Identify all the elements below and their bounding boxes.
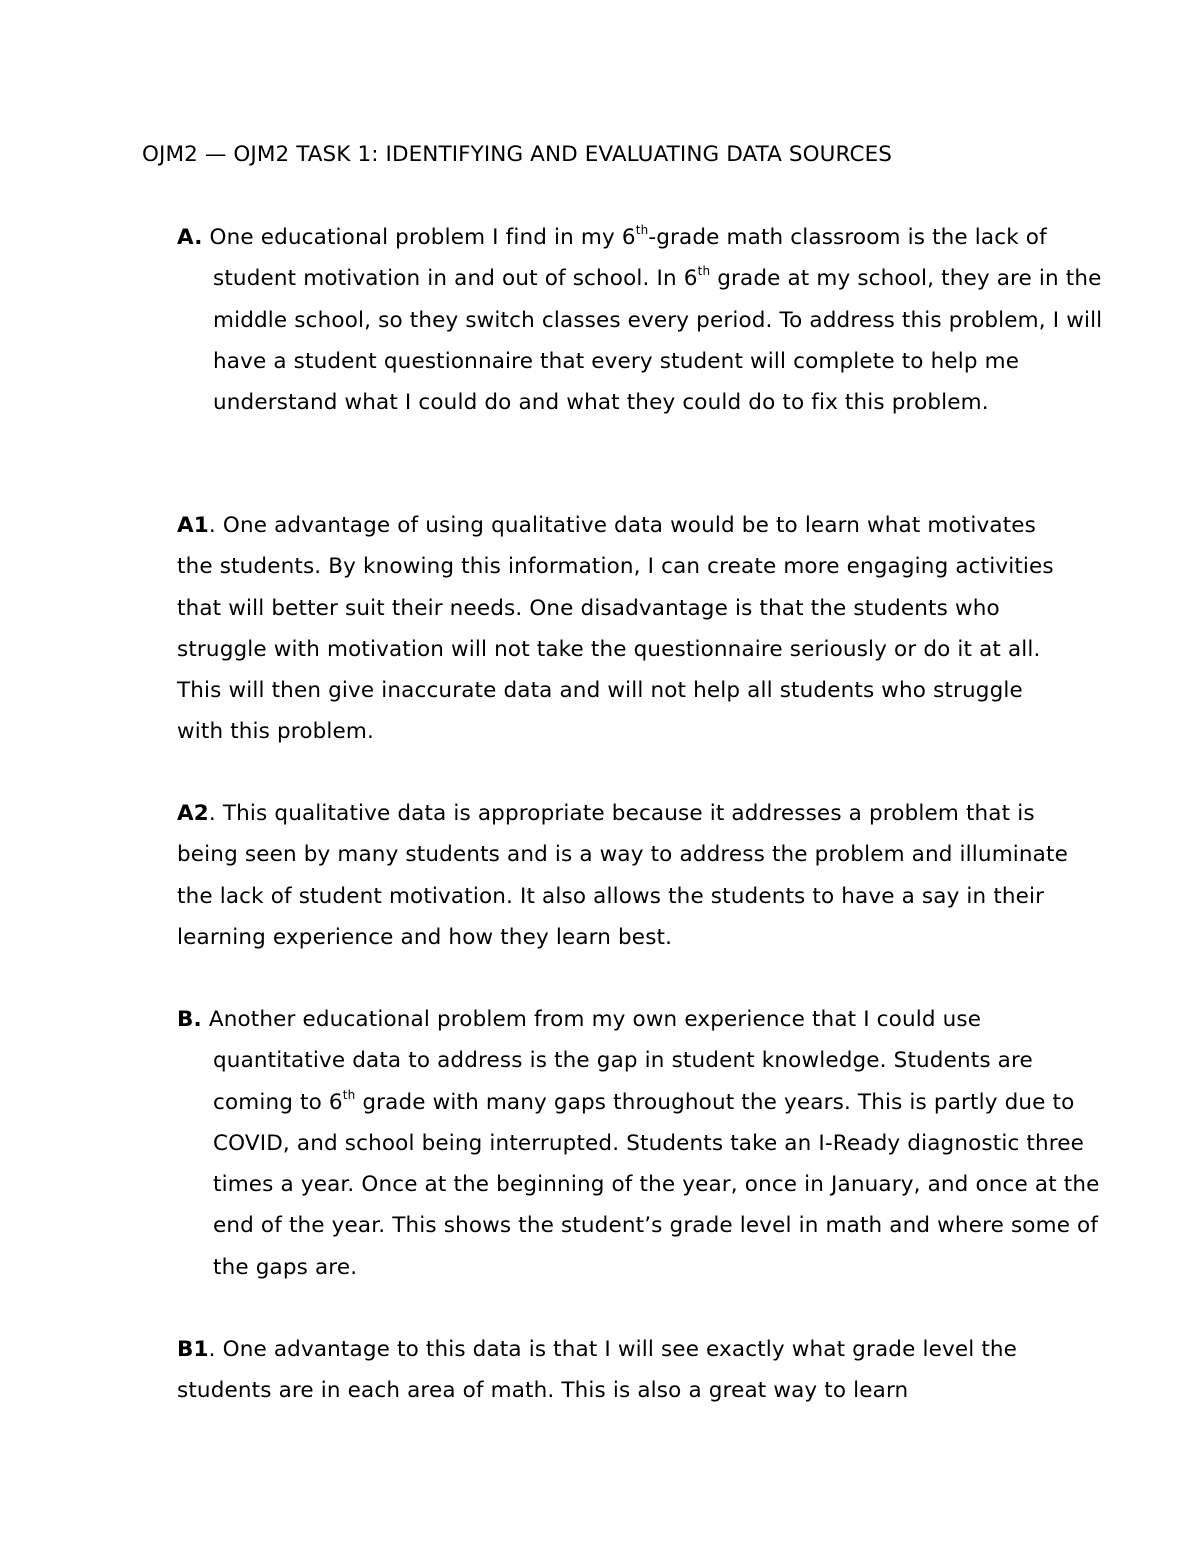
section-b (177, 999, 1108, 1288)
section-a2 (177, 793, 1072, 958)
document-title: OJM2 — OJM2 TASK 1: IDENTIFYING AND EVALUATING DATA SOURCES (142, 142, 893, 167)
section-b1-text: . One advantage to this data is that I will see exactly what grade level the students are in each area of math. This is also a great way to learn (177, 1337, 1018, 1404)
section-a-text-1: One educational problem I find in my 6 (202, 225, 636, 250)
section-b-label: B. (177, 1007, 202, 1032)
section-a2-text: . This qualitative data is appropriate because it addresses a problem that is being seen by many students and is a way to address the problem and illuminate the lack of student motivation. It also allows the students to have a say in their learning experience and how they learn best. (177, 801, 1068, 950)
section-b-superscript-1: th (342, 1087, 356, 1102)
section-a-text-3: grade at my school, they are in the middle school, so they switch classes every period. To address this problem, I will have a student questionnaire that every student will complete to help me understand what I could do and what they could do to fix this problem. (213, 266, 1103, 416)
section-a-label: A. (177, 225, 203, 250)
section-a-superscript-2: th (697, 264, 711, 279)
section-a1 (177, 505, 1072, 753)
section-b1 (177, 1329, 1072, 1412)
section-a (177, 217, 1108, 423)
section-b-text-2: grade with many gaps throughout the years. This is partly due to COVID, and school being interrupted. Students take an I-Ready diagnostic three times a year. Once at the beginning of the year, once in January, and once at the end of the year. This shows the student’s grade level in math and where some of the gaps are. (213, 1089, 1100, 1280)
section-a1-label: A1 (177, 513, 209, 538)
section-a1-text: . One advantage of using qualitative data would be to learn what motivates the students. By knowing this information, I can create more engaging activities that will better suit their needs. One disadvantage is that the students who struggle with motivation will not take the questionnaire seriously or do it at all. This will then give inaccurate data and will not help all students who struggle with this problem. (177, 513, 1054, 745)
section-b-text-1: Another educational problem from my own experience that I could use quantitative data to address is the gap in student knowledge. Students are coming to 6 (201, 1007, 1033, 1115)
section-a2-label: A2 (177, 801, 209, 826)
section-a-superscript-1: th (635, 223, 649, 237)
section-a-text-2: -grade math classroom is the lack of student motivation in and out of school. In 6 (213, 225, 1047, 292)
section-b1-label: B1 (177, 1337, 209, 1362)
